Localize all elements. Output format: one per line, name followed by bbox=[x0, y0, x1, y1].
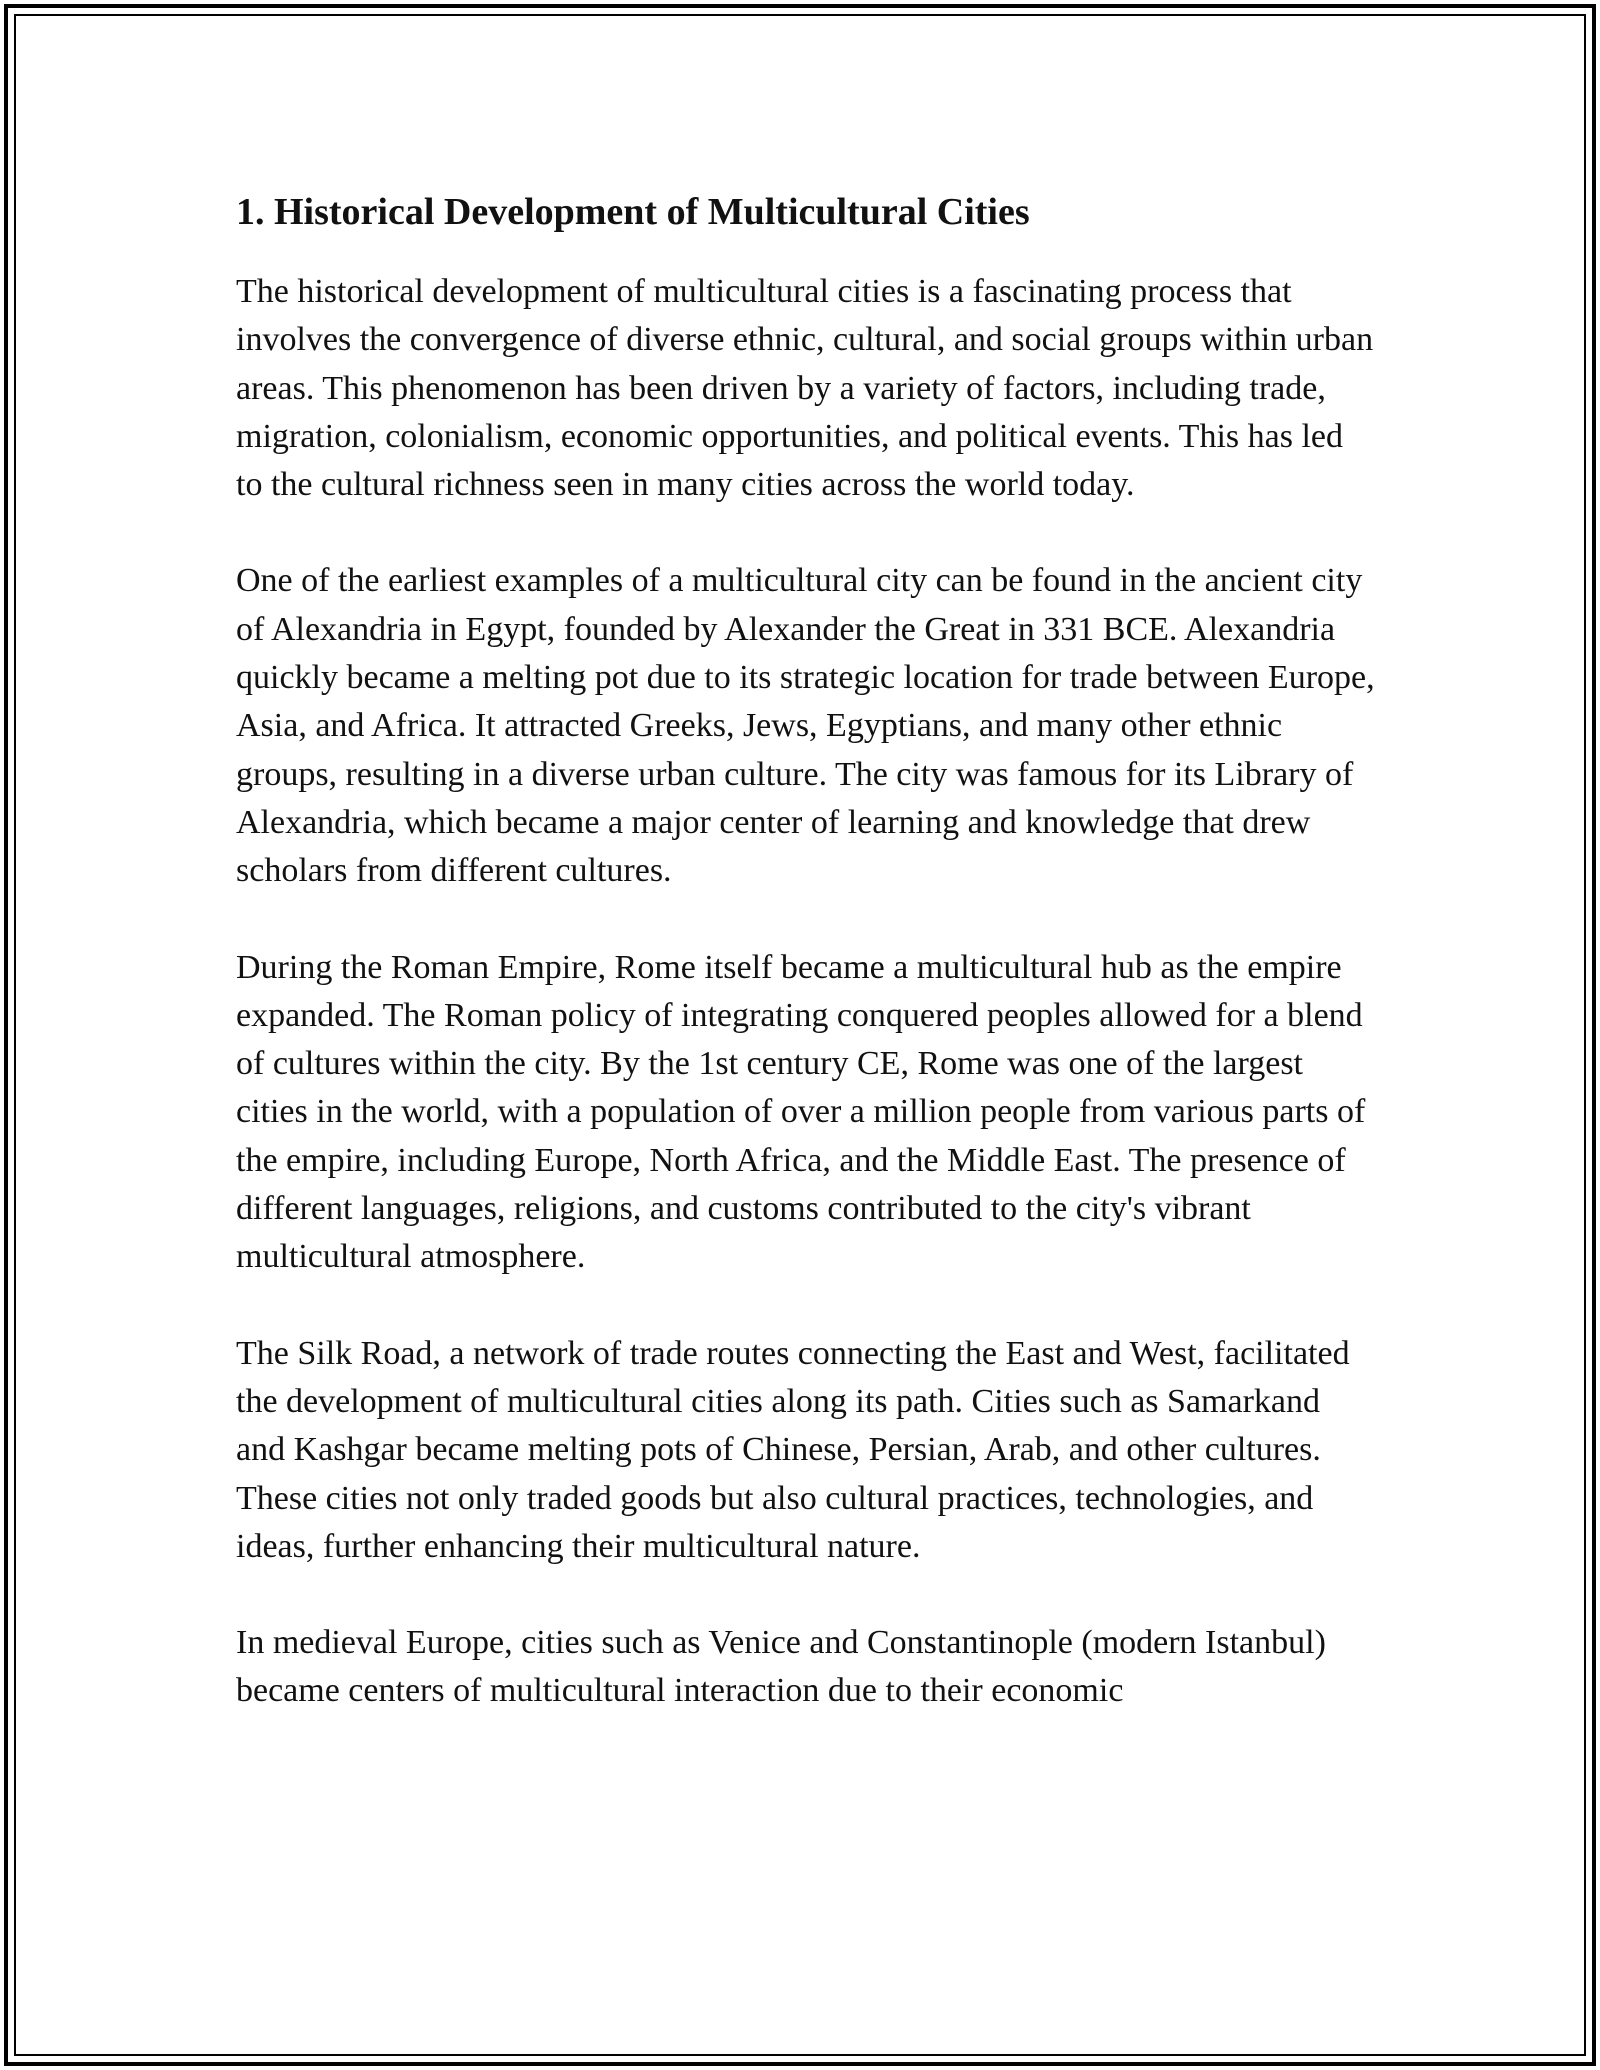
paragraph-2: One of the earliest examples of a multicultural city can be found in the ancient city of Alexandria in Egypt, founded by Alexander the Great in 331 BCE. Alexandria quickly became a melting pot due to its strategic location for trade between Europe, Asia, and Africa. It attracted Greeks, Jews, Egyptians, and many other ethnic groups, resulting in a diverse urban culture. The city was famous for its Library of Alexandria, which became a major center of learning and knowledge that drew scholars from different cultures. bbox=[236, 562, 1375, 890]
paragraph-1: The historical development of multicultural cities is a fascinating process that involves the convergence of diverse ethnic, cultural, and social groups within urban areas. This phenomenon has been driven by a variety of factors, including trade, migration, colonialism, economic opportunities, and political events. This has led to the cultural richness seen in many cities across the world today. bbox=[236, 273, 1374, 504]
paragraph-5: In medieval Europe, cities such as Venice and Constantinople (modern Istanbul) became centers of multicultural interaction due to their economic bbox=[236, 1624, 1326, 1710]
paragraph-4: The Silk Road, a network of trade routes connecting the East and West, facilitated the development of multicultural cities along its path. Cities such as Samarkand and Kashgar became melting pots of Chinese, Persian, Arab, and other cultures. These cities not only traded goods but also cultural practices, technologies, and ideas, further enhancing their multicultural nature. bbox=[236, 1334, 1350, 1565]
section-heading: 1. Historical Development of Multicultural Cities bbox=[236, 191, 1030, 233]
document-body bbox=[236, 186, 1376, 1764]
paragraph-3: During the Roman Empire, Rome itself became a multicultural hub as the empire expanded. The Roman policy of integrating conquered peoples allowed for a blend of cultures within the city. By the 1st century CE, Rome was one of the largest cities in the world, with a population of over a million people from various parts of the empire, including Europe, North Africa, and the Middle East. The presence of different languages, religions, and customs contributed to the city's vibrant multicultural atmosphere. bbox=[236, 948, 1366, 1276]
